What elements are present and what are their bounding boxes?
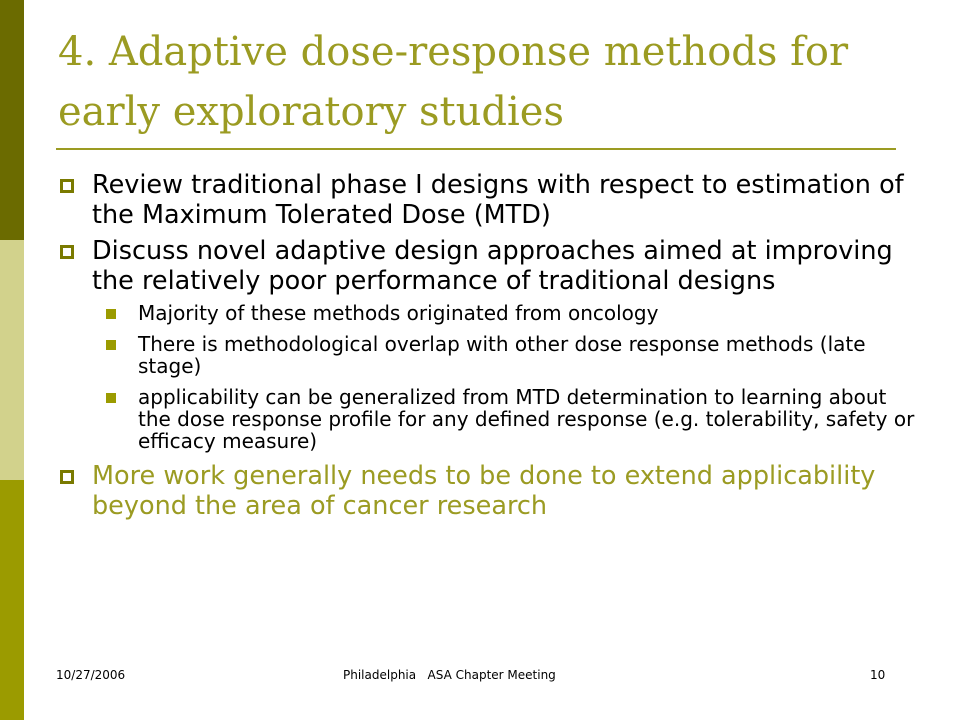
bullet-text: More work generally needs to be done to extend applicability beyond the area of cancer research: [92, 461, 876, 521]
sidebar-segment-dark: [0, 0, 24, 240]
bullet-text: Discuss novel adaptive design approaches aimed at improving the relatively poor performance of traditional designs: [92, 236, 893, 296]
filled-square-bullet-icon: [106, 393, 116, 403]
sub-bullet-item: [58, 302, 918, 324]
filled-square-bullet-icon: [106, 340, 116, 350]
slide-title: 4. Adaptive dose-response methods for early exploratory studies: [58, 29, 849, 135]
bullet-text: Review traditional phase I designs with respect to estimation of the Maximum Tolerated Dose (MTD): [92, 170, 904, 230]
sub-bullet-text: Majority of these methods originated from oncology: [138, 301, 659, 325]
slide-body: [58, 170, 918, 527]
footer-page-number: 10: [870, 668, 886, 682]
hollow-square-bullet-icon: [60, 179, 74, 193]
hollow-square-bullet-icon: [60, 245, 74, 259]
sub-bullet-item: [58, 386, 918, 452]
title-underline: [56, 148, 896, 150]
sub-bullet-text: applicability can be generalized from MTD determination to learning about the dose response profile for any defined response (e.g. tolerability, safety or efficacy measure): [138, 385, 915, 453]
footer-event: Philadelphia ASA Chapter Meeting: [343, 668, 556, 682]
sub-bullet-text: There is methodological overlap with other dose response methods (late stage): [138, 332, 866, 378]
sub-bullet-item: [58, 333, 918, 377]
footer-date: 10/27/2006: [56, 668, 126, 682]
sidebar-segment-mid: [0, 480, 24, 720]
bullet-item-highlighted: [58, 461, 918, 521]
sidebar-segment-light: [0, 240, 24, 480]
bullet-item: [58, 236, 918, 296]
decorative-sidebar: [0, 0, 24, 720]
hollow-square-bullet-icon: [60, 470, 74, 484]
filled-square-bullet-icon: [106, 309, 116, 319]
sub-bullet-list: [58, 302, 918, 452]
bullet-item: [58, 170, 918, 230]
